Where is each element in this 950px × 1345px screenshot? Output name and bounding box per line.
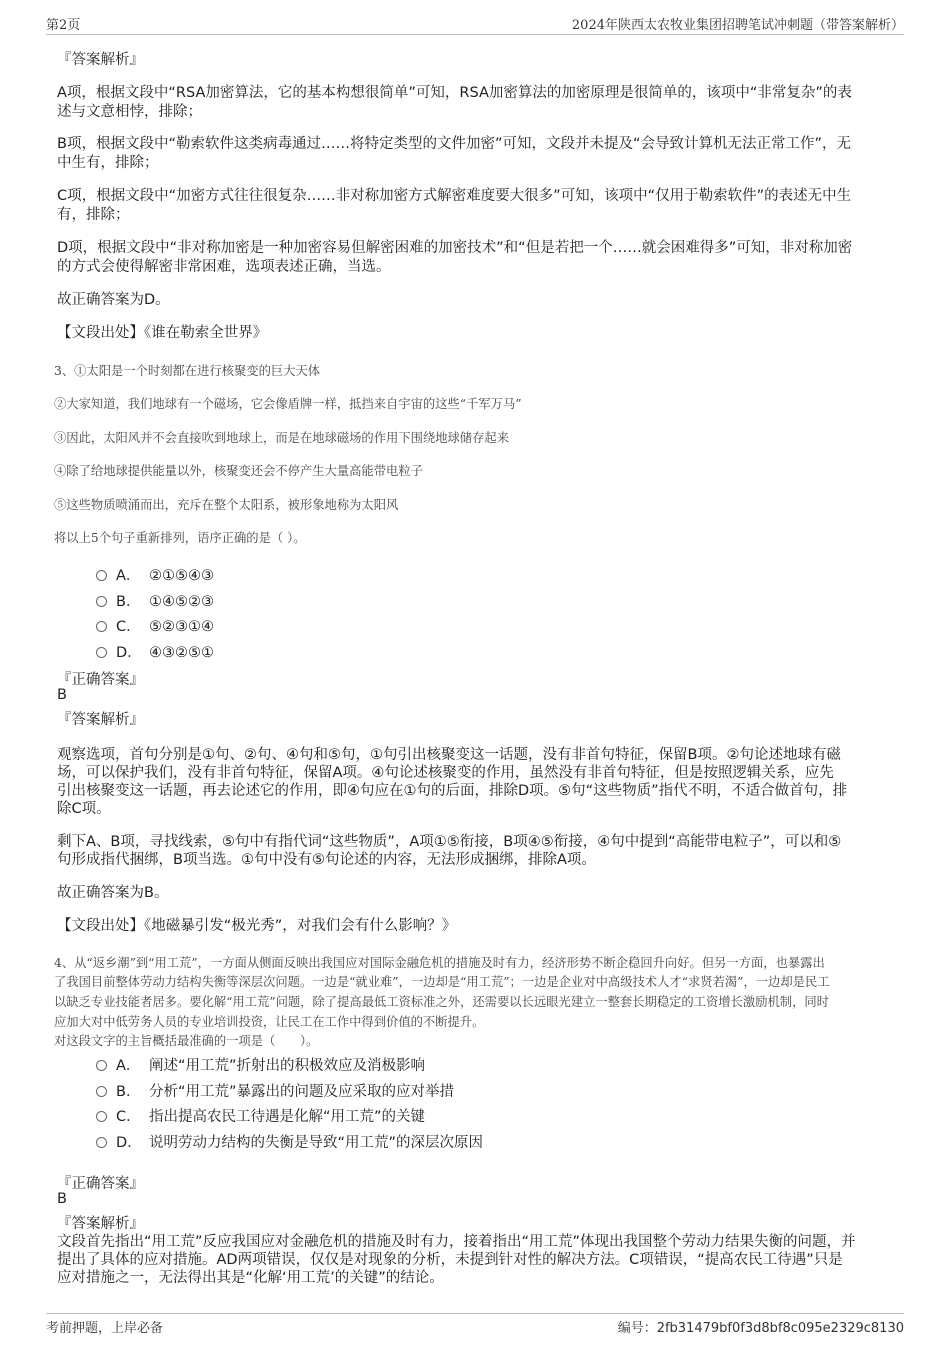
q3-analysis-line: 句形成指代捆绑，B项当选。①句中没有⑤句论述的内容，无法形成捆绑，排除A项。 xyxy=(57,852,596,868)
q3-option-d[interactable]: D． ④③②⑤① xyxy=(96,641,214,662)
document-code: 编号：2fb31479bf0f3d8bf8c095e2329c8130 xyxy=(617,1321,904,1336)
q3-option-a[interactable]: A． ②①⑤④③ xyxy=(96,564,214,585)
document-title: 2024年陕西太农牧业集团招聘笔试冲刺题（带答案解析） xyxy=(571,18,904,33)
footer-slogan: 考前押题，上岸必备 xyxy=(46,1321,164,1336)
q4-answer: B xyxy=(57,1191,67,1207)
q3-sentence: ⑤这些物质喷涌而出，充斥在整个太阳系，被形象地称为太阳风 xyxy=(54,498,399,512)
q4-option-d[interactable]: D． 说明劳动力结构的失衡是导致“用工荒”的深层次原因 xyxy=(96,1131,483,1152)
q3-sentence: ②大家知道，我们地球有一个磁场，它会像盾牌一样，抵挡来自宇宙的这些“千军万马” xyxy=(54,397,522,411)
q2-conclusion: 故正确答案为D。 xyxy=(57,292,170,308)
q3-sentence: 3、①太阳是一个时刻都在进行核聚变的巨大天体 xyxy=(54,364,321,378)
q4-passage-line: 以缺乏专业技能者居多。要化解“用工荒”问题，除了提高最低工资标准之外，还需要以长远眼光建立一整套长期稳定的工资增长激励机制，同时 xyxy=(54,995,829,1009)
q4-analysis-line: 提出了具体的应对措施。AD两项错误，仅仅是对现象的分析，未提到针对性的解决方法。C项错误，“提高农民工待遇”只是 xyxy=(57,1252,843,1268)
q2-analysis-line: C项，根据文段中“加密方式往往很复杂……非对称加密方式解密难度要大很多”可知，该项中“仅用于勒索软件”的表述无中生 xyxy=(57,188,852,204)
q3-analysis-line: 场，可以保护我们，没有非首句特征，保留A项。④句论述核聚变的作用，虽然没有非首句特征，但是按照逻辑关系，应先 xyxy=(57,765,834,781)
q2-analysis-line: 中生有，排除； xyxy=(57,155,159,171)
radio-button-icon[interactable] xyxy=(96,1086,107,1097)
radio-button-icon[interactable] xyxy=(96,647,107,658)
q3-option-c[interactable]: C． ⑤②③①④ xyxy=(96,615,214,636)
q2-analysis-line: 有，排除； xyxy=(57,207,130,223)
q2-analysis-line: A项，根据文段中“RSA加密算法，它的基本构想很简单”可知，RSA加密算法的加密原理是很简单的，该项中“非常复杂”的表 xyxy=(57,85,852,101)
q3-sentence: ④除了给地球提供能量以外，核聚变还会不停产生大量高能带电粒子 xyxy=(54,464,423,478)
q2-source: 【文段出处】《谁在勒索全世界》 xyxy=(57,325,268,341)
q4-passage-line: 应加大对中低劳务人员的专业培训投资，让民工在工作中得到价值的不断提升。 xyxy=(54,1015,485,1029)
q2-analysis-line: B项，根据文段中“勒索软件这类病毒通过……将特定类型的文件加密”可知，文段并未提及“会导致计算机无法正常工作”，无 xyxy=(57,136,851,152)
q3-source: 【文段出处】《地磁暴引发“极光秀”，对我们会有什么影响？》 xyxy=(57,918,457,934)
q4-option-a[interactable]: A． 阐述“用工荒”折射出的积极效应及消极影响 xyxy=(96,1054,425,1075)
q4-option-b[interactable]: B． 分析“用工荒”暴露出的问题及应采取的应对举措 xyxy=(96,1080,454,1101)
q3-analysis-label: 『答案解析』 xyxy=(57,712,144,728)
q4-passage-line: 了我国目前整体劳动力结构失衡等深层次问题。一边是“就业难”，一边却是“用工荒”；一边是企业对中高级技术人才“求贤若渴”，一边却是民工 xyxy=(54,975,830,989)
q4-answer-label: 『正确答案』 xyxy=(57,1176,144,1192)
q2-analysis-line: 述与文意相悖，排除； xyxy=(57,104,202,120)
q4-analysis-label: 『答案解析』 xyxy=(57,1216,144,1232)
q4-question: 对这段文字的主旨概括最准确的一项是（ ）。 xyxy=(54,1034,319,1048)
q4-passage-line: 4、从“返乡潮”到“用工荒”，一方面从侧面反映出我国应对国际金融危机的措施及时有力，经济形势不断企稳回升向好。但另一方面，也暴露出 xyxy=(54,956,825,970)
q3-analysis-line: 引出核聚变这一话题，再去论述它的作用，即④句应在①句的后面，排除D项。⑤句“这些物质”指代不明，不适合做首句，排 xyxy=(57,783,848,799)
q3-question: 将以上5个句子重新排列，语序正确的是（ ）。 xyxy=(54,531,306,545)
radio-button-icon[interactable] xyxy=(96,1111,107,1122)
q3-option-b[interactable]: B． ①④⑤②③ xyxy=(96,590,214,611)
q3-analysis-line: 除C项。 xyxy=(57,801,111,817)
radio-button-icon[interactable] xyxy=(96,596,107,607)
radio-button-icon[interactable] xyxy=(96,570,107,581)
q2-analysis-label: 『答案解析』 xyxy=(57,52,144,68)
page-number: 第2页 xyxy=(46,18,81,33)
q3-sentence: ③因此，太阳风并不会直接吹到地球上，而是在地球磁场的作用下围绕地球储存起来 xyxy=(54,431,509,445)
q3-answer: B xyxy=(57,687,67,703)
page-footer xyxy=(46,1313,904,1336)
q4-analysis-line: 文段首先指出“用工荒”反应我国应对金融危机的措施及时有力，接着指出“用工荒”体现出我国整个劳动力结果失衡的问题，并 xyxy=(57,1234,856,1250)
q2-analysis-line: 的方式会使得解密非常困难，选项表述正确，当选。 xyxy=(57,259,391,275)
q3-analysis-line: 剩下A、B项，寻找线索，⑤句中有指代词“这些物质”，A项①⑤衔接，B项④⑤衔接，④句中提到“高能带电粒子”，可以和⑤ xyxy=(57,834,842,850)
radio-button-icon[interactable] xyxy=(96,1137,107,1148)
radio-button-icon[interactable] xyxy=(96,1060,107,1071)
q3-conclusion: 故正确答案为B。 xyxy=(57,885,169,901)
q2-analysis-line: D项，根据文段中“非对称加密是一种加密容易但解密困难的加密技术”和“但是若把一个……就会困难得多”可知，非对称加密 xyxy=(57,240,853,256)
radio-button-icon[interactable] xyxy=(96,621,107,632)
q3-answer-label: 『正确答案』 xyxy=(57,672,144,688)
page-header xyxy=(46,12,904,35)
q4-analysis-line: 应对措施之一，无法得出其是“化解‘用工荒’的关键”的结论。 xyxy=(57,1270,444,1286)
q4-option-c[interactable]: C． 指出提高农民工待遇是化解“用工荒”的关键 xyxy=(96,1105,425,1126)
q3-analysis-line: 观察选项，首句分别是①句、②句、④句和⑤句，①句引出核聚变这一话题，没有非首句特征，保留B项。②句论述地球有磁 xyxy=(57,747,841,763)
